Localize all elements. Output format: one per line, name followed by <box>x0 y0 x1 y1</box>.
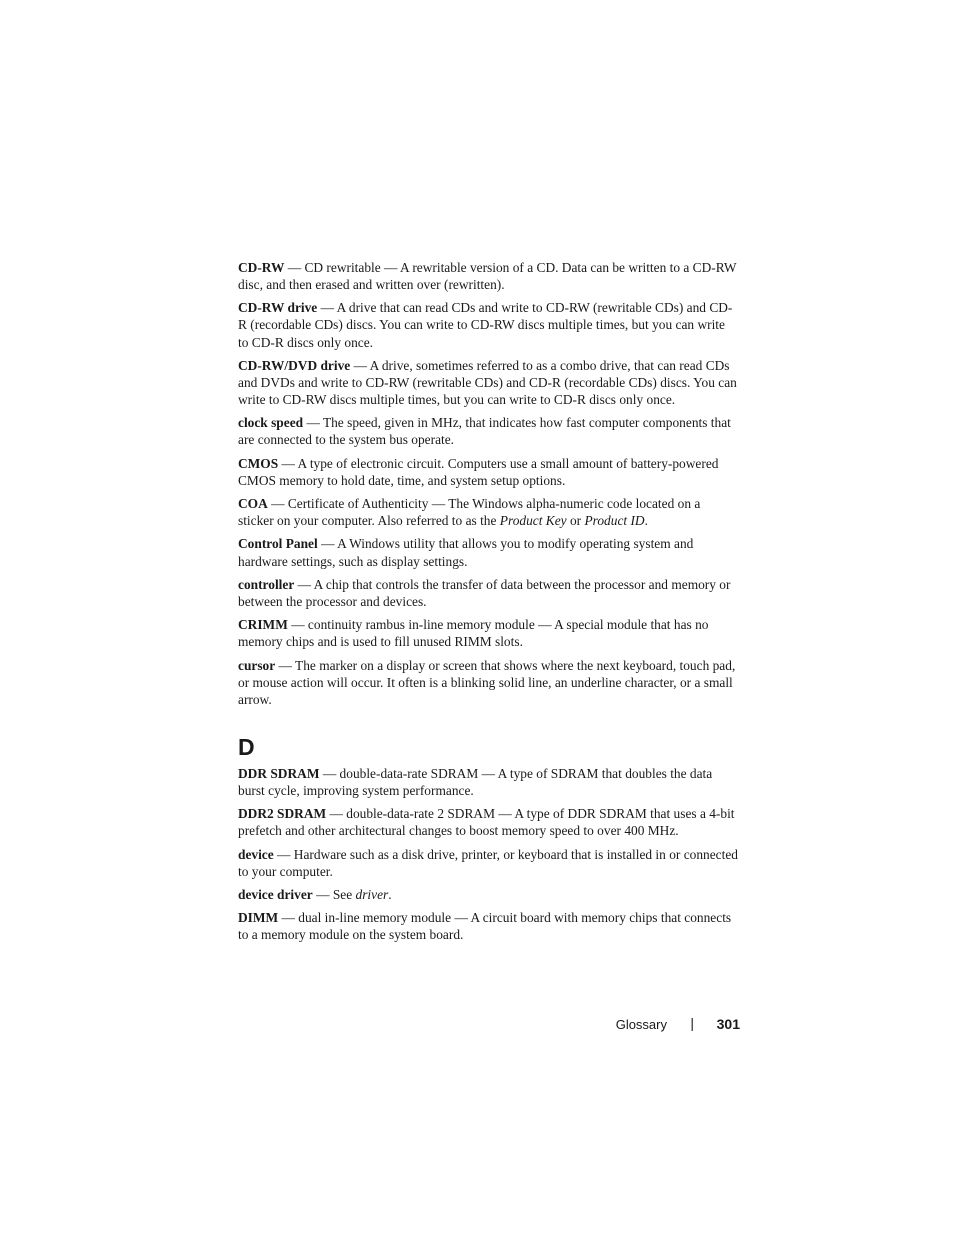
glossary-entry-ddr-sdram <box>238 765 738 799</box>
glossary-term: CMOS <box>238 455 279 471</box>
glossary-definition: — Certificate of Authenticity — The Windows alpha-numeric code located on a sticker on your computer. Also referred to as the <box>238 496 701 529</box>
glossary-entry-cd-rw <box>238 259 738 293</box>
glossary-definition-end: . <box>644 513 648 529</box>
glossary-term: CRIMM <box>238 617 288 633</box>
glossary-definition: — A chip that controls the transfer of data between the processor and memory or between the processor and devices. <box>238 576 731 609</box>
glossary-definition: — double-data-rate SDRAM — A type of SDRAM that doubles the data burst cycle, improving system performance. <box>238 765 713 798</box>
glossary-entry-coa <box>238 495 738 529</box>
page-footer <box>0 1015 740 1035</box>
glossary-definition: — A drive, sometimes referred to as a combo drive, that can read CDs and DVDs and write to CD-RW (rewritable CDs) and CD-R (recordable CDs) discs. You can write to CD-RW discs multiple times, but you can write to CD-R discs only once. <box>238 357 737 408</box>
page-number: 301 <box>716 1016 740 1032</box>
glossary-italic-term: Product ID <box>584 513 645 529</box>
glossary-entry-controller <box>238 576 738 610</box>
footer-separator: | <box>690 1015 694 1031</box>
glossary-definition: — See <box>312 886 356 902</box>
glossary-term: device driver <box>238 886 313 902</box>
glossary-entry-device-driver <box>238 886 738 903</box>
glossary-definition-cont: or <box>566 513 585 529</box>
glossary-entry-control-panel <box>238 535 738 569</box>
glossary-term: DIMM <box>238 910 279 926</box>
glossary-entry-cd-rw-drive <box>238 299 738 350</box>
glossary-term: COA <box>238 496 268 512</box>
glossary-entry-clock-speed <box>238 414 738 448</box>
glossary-definition: — Hardware such as a disk drive, printer, or keyboard that is installed in or connected to your computer. <box>238 846 738 879</box>
glossary-term: cursor <box>238 657 276 673</box>
glossary-definition: — A Windows utility that allows you to modify operating system and hardware settings, such as display settings. <box>238 536 694 569</box>
section-heading-d: D <box>238 733 255 760</box>
glossary-term: controller <box>238 576 295 592</box>
glossary-term: CD-RW <box>238 260 285 275</box>
glossary-definition: — CD rewritable — A rewritable version of a CD. Data can be written to a CD-RW disc, and then erased and written over (rewritten). <box>238 260 737 293</box>
glossary-term: device <box>238 846 274 862</box>
glossary-entry-device <box>238 846 738 880</box>
glossary-content <box>238 259 738 950</box>
glossary-entry-ddr2-sdram <box>238 805 738 839</box>
glossary-definition: — dual in-line memory module — A circuit board with memory chips that connects to a memory module on the system board. <box>238 910 732 943</box>
glossary-italic-term: Product Key <box>499 513 567 529</box>
glossary-term: CD-RW/DVD drive <box>238 357 351 373</box>
glossary-entry-dimm <box>238 909 738 943</box>
glossary-entry-crimm <box>238 616 738 650</box>
glossary-term: CD-RW drive <box>238 300 318 316</box>
glossary-term: Control Panel <box>238 536 318 552</box>
glossary-entry-cmos <box>238 455 738 489</box>
glossary-definition-end: . <box>388 886 392 902</box>
glossary-definition: — The speed, given in MHz, that indicates how fast computer components that are connected to the system bus operate. <box>238 415 731 448</box>
glossary-definition: — continuity rambus in-line memory module — A special module that has no memory chips and is used to fill unused RIMM slots. <box>238 617 709 650</box>
glossary-term: DDR2 SDRAM <box>238 806 327 822</box>
glossary-definition: — The marker on a display or screen that shows where the next keyboard, touch pad, or mouse action will occur. It often is a blinking solid line, an underline character, or a small arrow. <box>238 657 736 707</box>
glossary-italic-term: driver <box>355 886 389 902</box>
glossary-term: clock speed <box>238 415 304 431</box>
glossary-entry-cd-rw-dvd-drive <box>238 357 738 408</box>
glossary-definition: — double-data-rate 2 SDRAM — A type of DDR SDRAM that uses a 4-bit prefetch and other architectural changes to boost memory speed to over 400 MHz. <box>238 806 735 839</box>
glossary-definition: — A type of electronic circuit. Computers use a small amount of battery-powered CMOS memory to hold date, time, and system setup options. <box>238 455 719 488</box>
glossary-entry-cursor <box>238 657 738 708</box>
footer-section-label: Glossary <box>615 1017 667 1032</box>
glossary-term: DDR SDRAM <box>238 765 320 781</box>
glossary-definition: — A drive that can read CDs and write to CD-RW (rewritable CDs) and CD-R (recordable CDs) discs. You can write to CD-RW discs multiple times, but you can write to CD-R discs only once. <box>238 300 733 350</box>
